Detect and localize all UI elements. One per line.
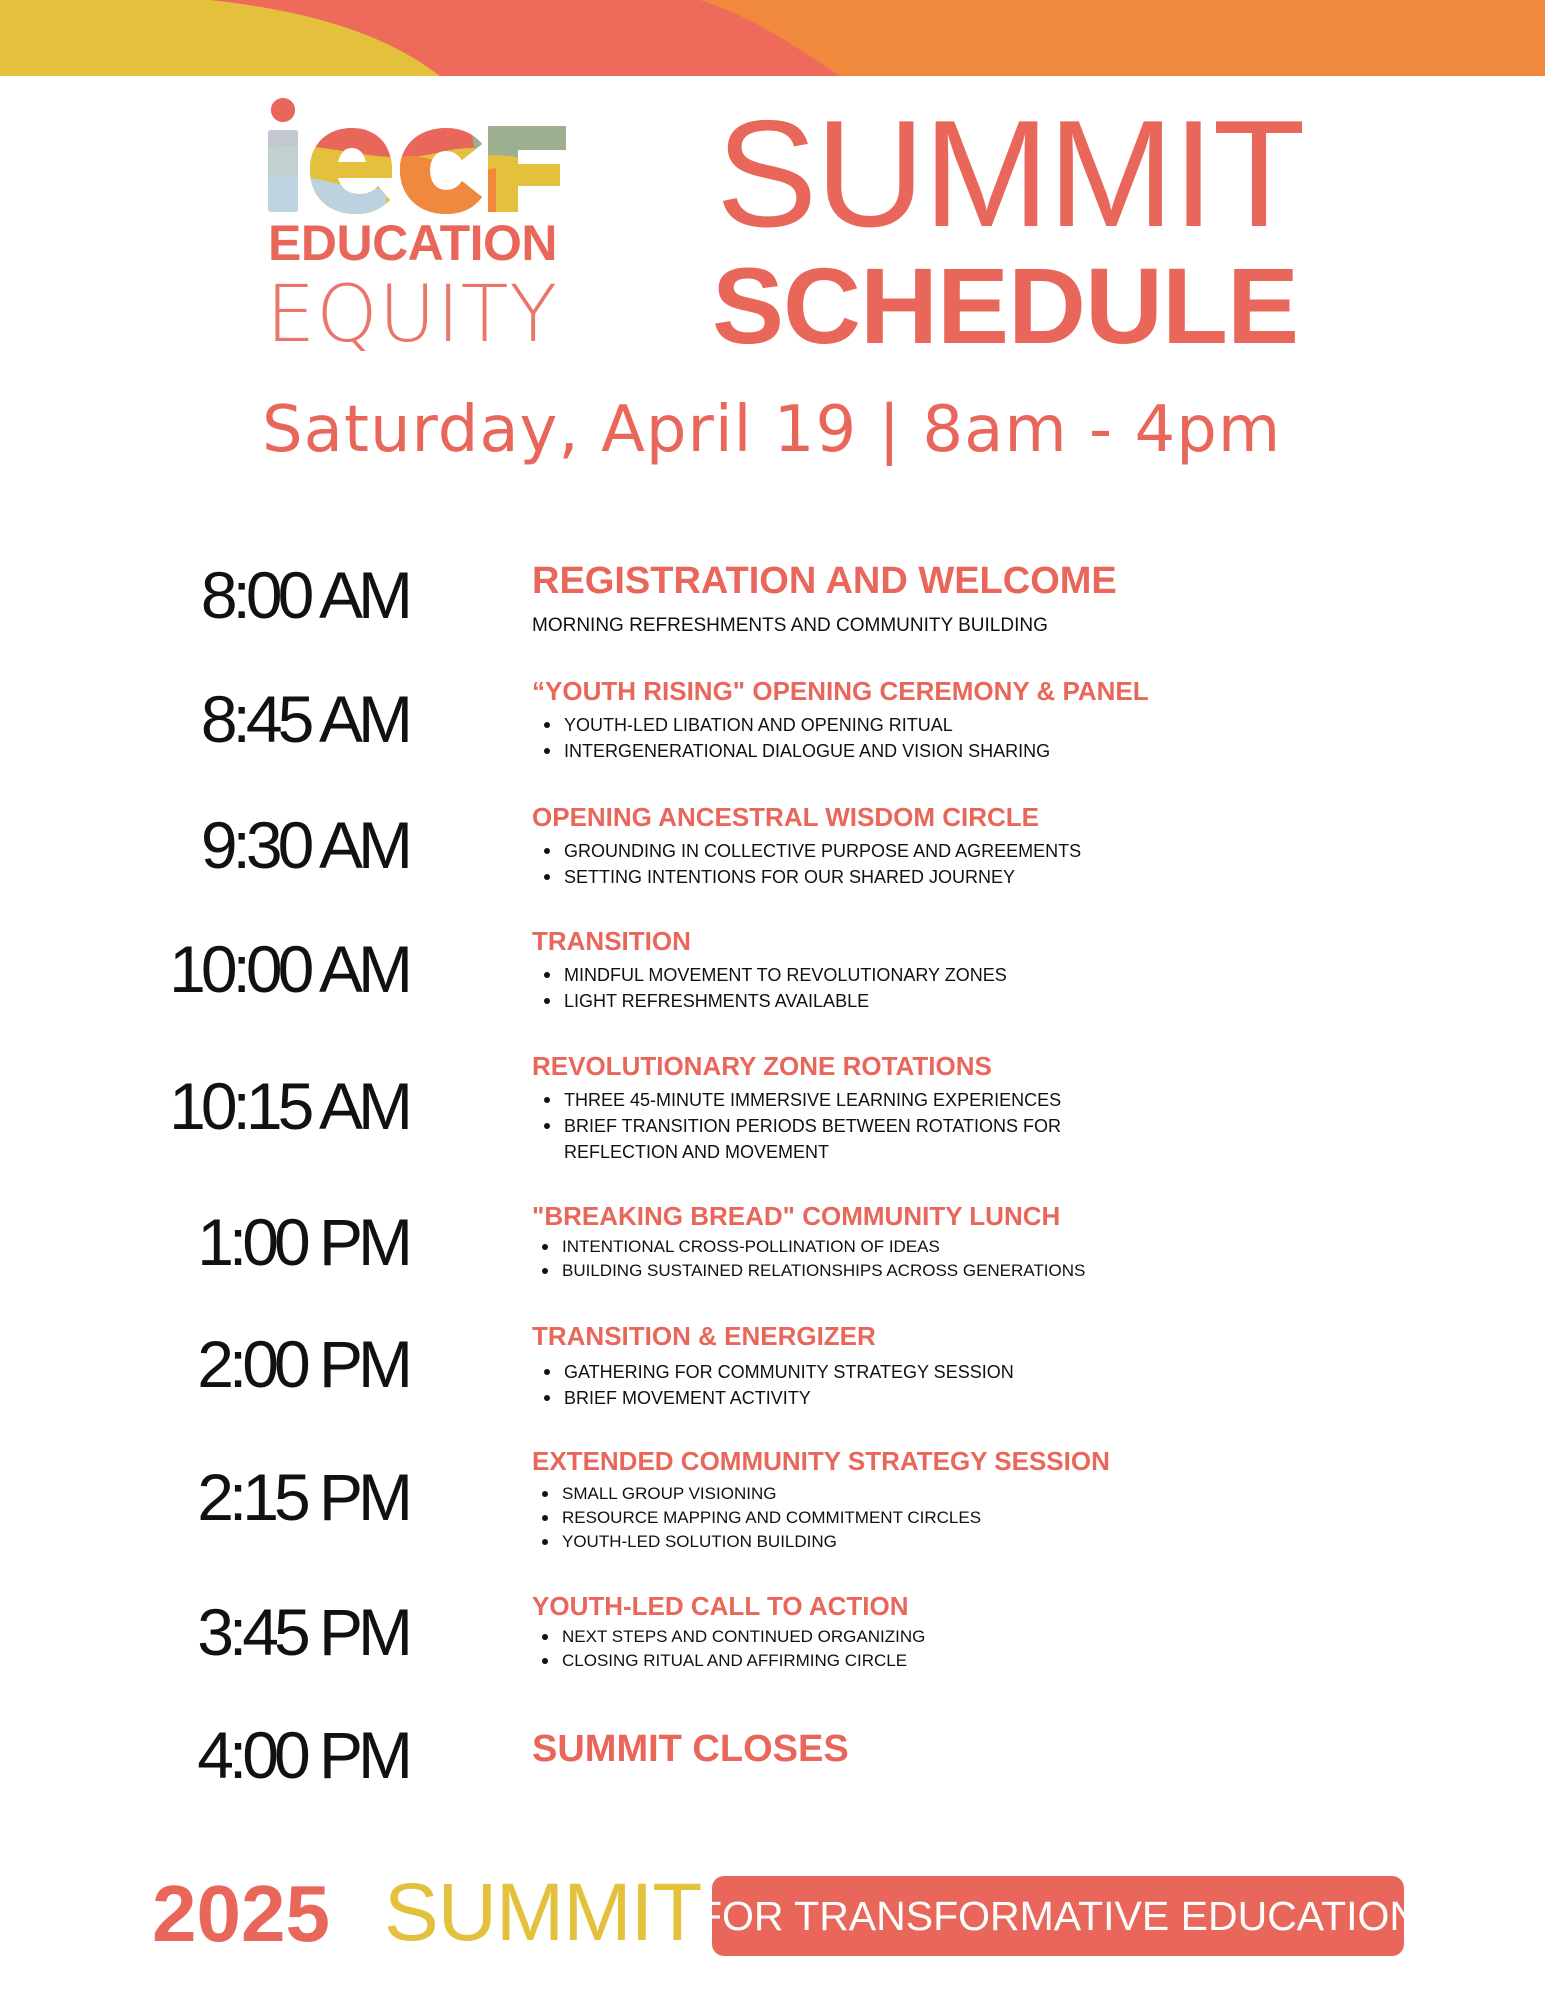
schedule-time: 1:00 PM [197,1205,408,1279]
event-bullet: BUILDING SUSTAINED RELATIONSHIPS ACROSS GENERATIONS [542,1259,1432,1283]
summit-title: SUMMIT [716,89,1304,259]
event-description: MORNING REFRESHMENTS AND COMMUNITY BUILDING [532,615,1048,636]
schedule-time: 10:15 AM [169,1069,408,1143]
event-title: OPENING ANCESTRAL WISDOM CIRCLE [532,802,1040,832]
event-bullet: BRIEF MOVEMENT ACTIVITY [544,1385,1432,1411]
schedule-time: 3:45 PM [197,1595,408,1669]
event-bullet: CLOSING RITUAL AND AFFIRMING CIRCLE [542,1649,1432,1673]
schedule-event [532,562,1432,635]
event-bullet: RESOURCE MAPPING AND COMMITMENT CIRCLES [542,1506,1432,1530]
event-bullets [542,1625,1432,1673]
event-bullets [544,962,1432,1014]
schedule-event [532,1593,1432,1673]
schedule-time: 9:30 AM [200,808,408,882]
event-title: REVOLUTIONARY ZONE ROTATIONS [532,1051,992,1081]
event-bullets [544,838,1432,890]
schedule-event [532,1448,1432,1554]
schedule-event [532,1203,1432,1283]
event-bullet: INTERGENERATIONAL DIALOGUE AND VISION SHARING [544,738,1432,764]
top-banner [0,0,1545,76]
event-bullet: BRIEF TRANSITION PERIODS BETWEEN ROTATIONS FOR [544,1113,1432,1139]
event-bullet: GROUNDING IN COLLECTIVE PURPOSE AND AGREEMENTS [544,838,1432,864]
schedule-event [532,1323,1432,1411]
iecf-logo [266,98,586,360]
event-bullet: SETTING INTENTIONS FOR OUR SHARED JOURNEY [544,864,1432,890]
event-bullet-continuation: REFLECTION AND MOVEMENT [564,1142,830,1162]
logo-education-text: EDUCATION [268,215,558,271]
schedule-time: 2:00 PM [197,1327,408,1401]
schedule-time: 8:00 AM [200,558,408,632]
event-bullets [544,1087,1432,1165]
event-bullet: MINDFUL MOVEMENT TO REVOLUTIONARY ZONES [544,962,1432,988]
event-title: TRANSITION [532,926,691,956]
schedule-time: 4:00 PM [197,1718,408,1792]
logo-equity-text: EQUITY [266,270,559,360]
schedule-event [532,928,1432,1014]
event-bullet: INTENTIONAL CROSS-POLLINATION OF IDEAS [542,1235,1432,1259]
schedule-title: SCHEDULE [712,245,1299,366]
footer-tagline-pill [696,1876,1420,1956]
event-bullet: GATHERING FOR COMMUNITY STRATEGY SESSION [544,1359,1432,1385]
schedule-event [532,678,1432,764]
event-bullet: SMALL GROUP VISIONING [542,1482,1432,1506]
schedule-event [532,1730,1432,1768]
event-bullet: YOUTH-LED SOLUTION BUILDING [542,1530,1432,1554]
event-title: SUMMIT CLOSES [532,1728,849,1770]
schedule-event [532,804,1432,890]
event-bullets [542,1235,1432,1283]
event-title: “YOUTH RISING" OPENING CEREMONY & PANEL [532,676,1149,706]
footer-year: 2025 [152,1869,330,1958]
schedule-time: 8:45 AM [200,682,408,756]
event-date-line: Saturday, April 19 | 8am - 4pm [262,393,1282,467]
event-title: YOUTH-LED CALL TO ACTION [532,1591,909,1621]
event-bullet: THREE 45-MINUTE IMMERSIVE LEARNING EXPERIENCES [544,1087,1432,1113]
event-title: TRANSITION & ENERGIZER [532,1321,876,1351]
event-bullet: NEXT STEPS AND CONTINUED ORGANIZING [542,1625,1432,1649]
event-title: "BREAKING BREAD" COMMUNITY LUNCH [532,1201,1061,1231]
event-title: EXTENDED COMMUNITY STRATEGY SESSION [532,1446,1110,1476]
event-bullets [542,1482,1432,1554]
event-bullets [544,712,1432,764]
footer-summit: SUMMIT [384,1867,702,1958]
footer-tagline: FOR TRANSFORMATIVE EDUCATION [696,1892,1420,1939]
event-title: REGISTRATION AND WELCOME [532,560,1117,602]
event-bullet: YOUTH-LED LIBATION AND OPENING RITUAL [544,712,1432,738]
iecf-logo-mark-icon [266,98,576,216]
event-bullet: LIGHT REFRESHMENTS AVAILABLE [544,988,1432,1014]
schedule-time: 2:15 PM [197,1460,408,1534]
schedule-time: 10:00 AM [169,932,408,1006]
event-bullets [544,1359,1432,1411]
schedule-event [532,1053,1432,1165]
